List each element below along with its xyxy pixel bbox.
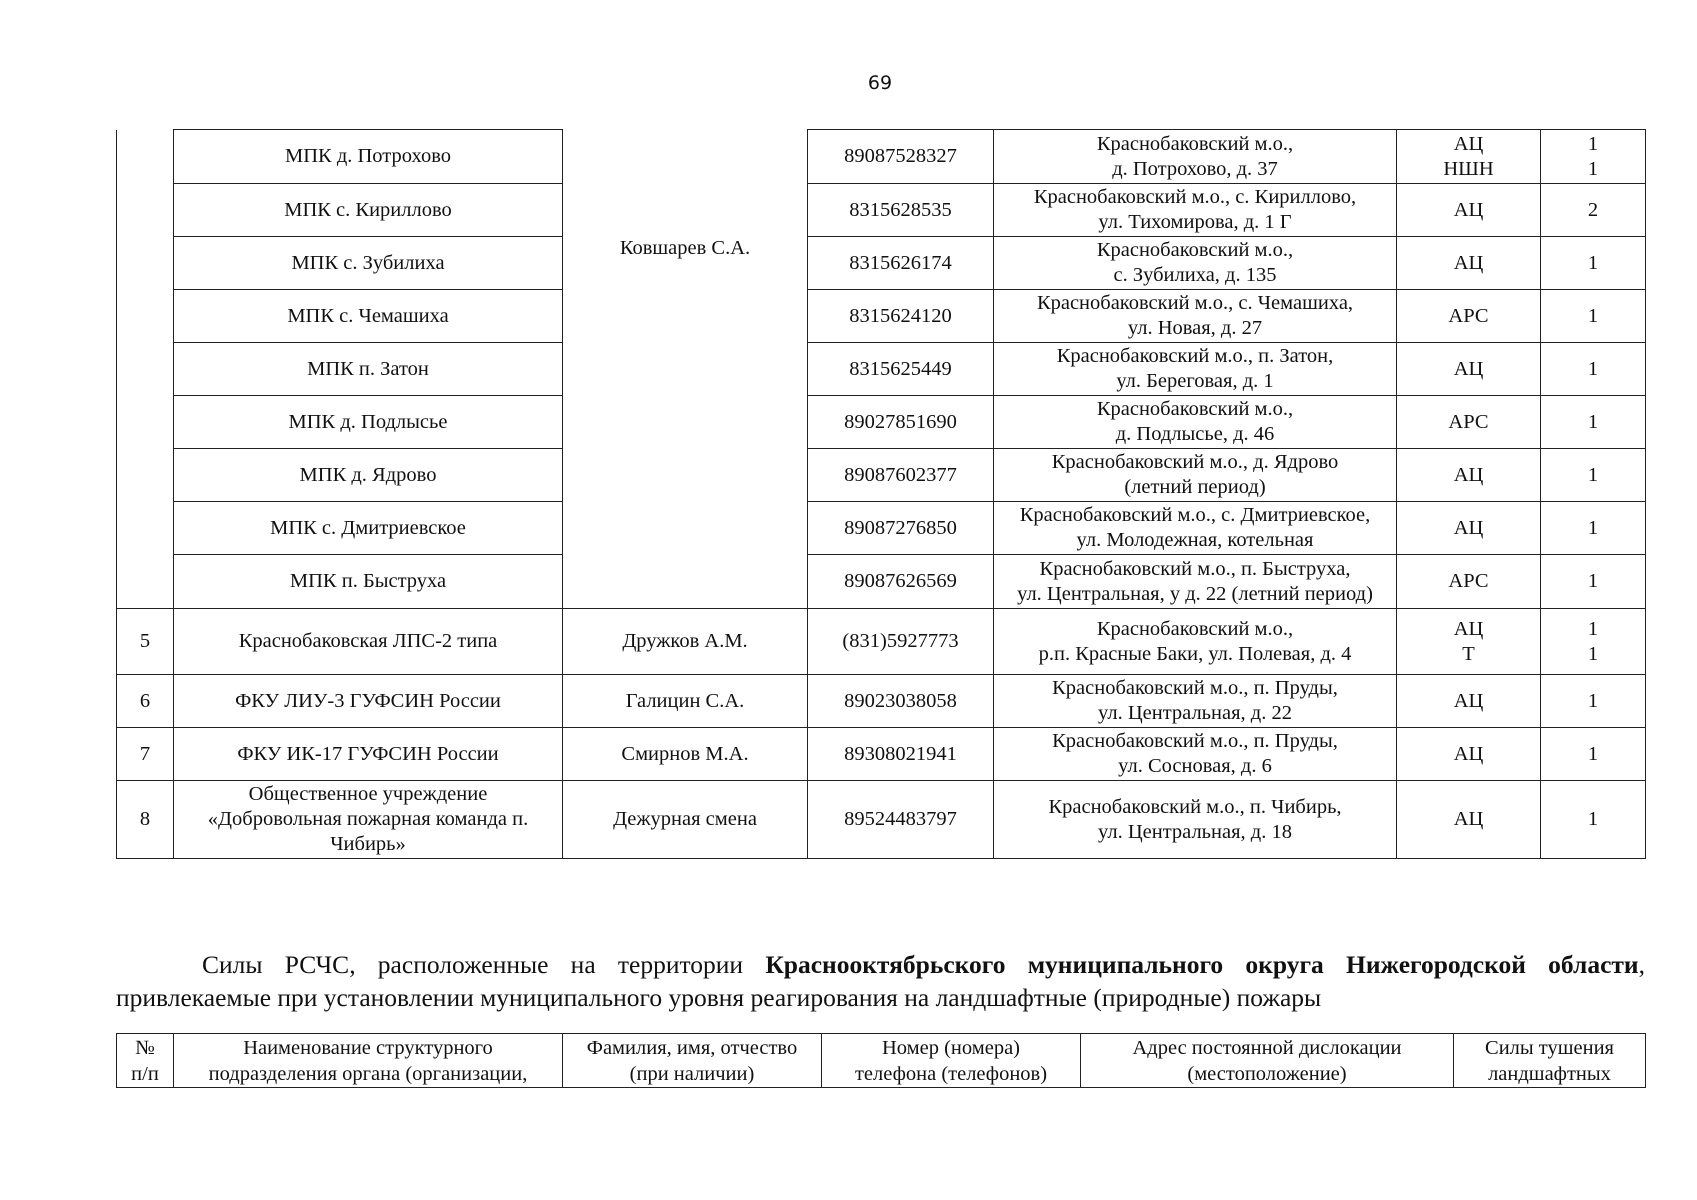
cell-line: п/п	[131, 1063, 159, 1085]
number-cell: 8	[117, 781, 174, 859]
cell-line: АЦ	[1453, 463, 1484, 486]
cell-line: ул. Тихомирова, д. 1 Г	[1098, 211, 1292, 233]
vehicle-cell	[1397, 728, 1541, 781]
table-row	[117, 184, 1646, 237]
header-cell	[174, 1034, 563, 1088]
cell-line: 1	[1587, 742, 1599, 765]
unit-name-cell: МПК с. Чемашиха	[174, 290, 563, 343]
address-cell	[994, 396, 1397, 449]
cell-line: АЦ	[1453, 357, 1484, 380]
cell-line: 1	[1587, 642, 1599, 665]
unit-name-cell: МПК п. Затон	[174, 343, 563, 396]
cell-line: 1	[1587, 132, 1599, 155]
number-cell: 6	[117, 675, 174, 728]
cell-line: ул. Центральная, д. 18	[1098, 820, 1292, 843]
cell-line: Общественное учреждение	[248, 783, 488, 805]
address-cell	[994, 502, 1397, 555]
cell-line: 1	[1587, 304, 1599, 327]
table-row	[117, 555, 1646, 609]
cell-line: 2	[1587, 198, 1599, 221]
cell-line: подразделения органа (организации,	[208, 1063, 528, 1085]
responsible-cell: Дружков А.М.	[563, 609, 808, 675]
cell-line: 1	[1587, 570, 1599, 592]
responsible-cell: Смирнов М.А.	[563, 728, 808, 781]
phone-cell: 89524483797	[808, 781, 994, 859]
cell-line: 1	[1587, 157, 1599, 180]
table-row	[117, 343, 1646, 396]
count-cell	[1541, 728, 1646, 781]
vehicle-cell	[1397, 502, 1541, 555]
forces-table	[116, 129, 1646, 859]
cell-line: (летний период)	[1124, 476, 1266, 498]
section-heading	[116, 948, 1645, 1014]
responsible-cell: Галицин С.А.	[563, 675, 808, 728]
cell-line: ФКУ ИК-17 ГУФСИН России	[237, 742, 499, 765]
cell-line: Краснобаковский м.о.,	[1096, 617, 1294, 640]
number-cell	[117, 130, 174, 609]
unit-name-cell: МПК с. Зубилиха	[174, 237, 563, 290]
count-cell	[1541, 555, 1646, 609]
cell-line: Краснобаковский м.о., с. Дмитриевское,	[1019, 504, 1371, 526]
phone-cell: 89087602377	[808, 449, 994, 502]
cell-line: (местоположение)	[1187, 1063, 1347, 1085]
cell-line: д. Потрохово, д. 37	[1112, 157, 1278, 180]
vehicle-cell	[1397, 555, 1541, 609]
cell-line: АЦ	[1453, 516, 1484, 539]
phone-cell: 8315624120	[808, 290, 994, 343]
unit-name-cell	[174, 675, 563, 728]
cell-line: ФКУ ЛИУ-3 ГУФСИН России	[235, 689, 501, 712]
cell-line: АРС	[1448, 304, 1489, 327]
cell-line: 1	[1587, 410, 1599, 433]
cell-line: 1	[1587, 808, 1599, 830]
header-cell	[822, 1034, 1081, 1088]
count-cell	[1541, 609, 1646, 675]
unit-name-cell: МПК д. Ядрово	[174, 449, 563, 502]
cell-line: АЦ	[1453, 689, 1484, 712]
table-row	[117, 130, 1646, 184]
cell-line: Краснобаковский м.о., д. Ядрово	[1051, 451, 1339, 473]
table-row	[117, 609, 1646, 675]
phone-cell: 89308021941	[808, 728, 994, 781]
vehicle-cell	[1397, 184, 1541, 237]
cell-line: 1	[1587, 251, 1599, 274]
table-row	[117, 449, 1646, 502]
header-cell	[563, 1034, 822, 1088]
responsible-cell: Ковшарев С.А.	[563, 130, 808, 609]
vehicle-cell	[1397, 396, 1541, 449]
cell-line: Краснобаковский м.о., п. Пруды,	[1052, 730, 1338, 752]
section-heading-bold: Краснооктябрьского муниципального округа Нижегородской области	[765, 950, 1639, 979]
cell-line: Краснобаковский м.о.,	[1096, 398, 1294, 420]
count-cell	[1541, 237, 1646, 290]
vehicle-cell	[1397, 609, 1541, 675]
unit-name-cell: МПК с. Кириллово	[174, 184, 563, 237]
address-cell	[994, 675, 1397, 728]
table-row	[117, 675, 1646, 728]
address-cell	[994, 290, 1397, 343]
count-cell	[1541, 290, 1646, 343]
address-cell	[994, 728, 1397, 781]
cell-line: Номер (номера)	[881, 1037, 1020, 1059]
cell-line: Краснобаковский м.о., п. Чибирь,	[1048, 795, 1342, 818]
cell-line: Краснобаковский м.о., п. Быструха,	[1039, 557, 1351, 580]
unit-name-cell	[174, 728, 563, 781]
count-cell	[1541, 449, 1646, 502]
next-table-header	[116, 1033, 1646, 1088]
header-cell	[1454, 1034, 1646, 1088]
page-number: 69	[867, 72, 893, 94]
unit-name-cell	[174, 781, 563, 859]
count-cell	[1541, 396, 1646, 449]
count-cell	[1541, 184, 1646, 237]
phone-cell: 89087626569	[808, 555, 994, 609]
phone-cell: (831)5927773	[808, 609, 994, 675]
cell-line: Т	[1462, 642, 1475, 665]
vehicle-cell	[1397, 675, 1541, 728]
cell-line: АЦ	[1453, 808, 1484, 830]
vehicle-cell	[1397, 781, 1541, 859]
cell-line: Фамилия, имя, отчество	[586, 1037, 798, 1059]
number-cell: 7	[117, 728, 174, 781]
cell-line: АРС	[1448, 570, 1489, 592]
phone-cell: 8315628535	[808, 184, 994, 237]
address-cell	[994, 449, 1397, 502]
cell-line: Адрес постоянной дислокации	[1132, 1037, 1402, 1059]
cell-line: АРС	[1448, 410, 1489, 433]
cell-line: 1	[1587, 357, 1599, 380]
address-cell	[994, 237, 1397, 290]
unit-name-cell: МПК д. Потрохово	[174, 130, 563, 184]
table-row	[117, 781, 1646, 859]
address-cell	[994, 343, 1397, 396]
unit-name-cell: МПК п. Быструха	[174, 555, 563, 609]
address-cell	[994, 130, 1397, 184]
phone-cell: 89027851690	[808, 396, 994, 449]
vehicle-cell	[1397, 130, 1541, 184]
cell-line: д. Подлысье, д. 46	[1115, 423, 1275, 445]
cell-line: 1	[1587, 516, 1599, 539]
vehicle-cell	[1397, 343, 1541, 396]
cell-line: АЦ	[1453, 198, 1484, 221]
unit-name-cell: МПК д. Подлысье	[174, 396, 563, 449]
next-table-header-row	[117, 1034, 1646, 1088]
cell-line: №	[135, 1037, 155, 1059]
header-cell	[117, 1034, 174, 1088]
cell-line: Чибирь»	[330, 833, 406, 855]
cell-line: ул. Новая, д. 27	[1127, 317, 1263, 339]
cell-line: АЦ	[1453, 132, 1484, 155]
table-row	[117, 396, 1646, 449]
phone-cell: 89087528327	[808, 130, 994, 184]
cell-line: Краснобаковский м.о.,	[1096, 239, 1294, 261]
address-cell	[994, 609, 1397, 675]
cell-line: с. Зубилиха, д. 135	[1113, 264, 1277, 286]
header-cell	[1081, 1034, 1454, 1088]
cell-line: (при наличии)	[629, 1063, 755, 1085]
cell-line: АЦ	[1453, 742, 1484, 765]
address-cell	[994, 184, 1397, 237]
unit-name-cell: МПК с. Дмитриевское	[174, 502, 563, 555]
phone-cell: 8315625449	[808, 343, 994, 396]
cell-line: ландшафтных	[1488, 1063, 1611, 1085]
cell-line: р.п. Красные Баки, ул. Полевая, д. 4	[1038, 642, 1352, 665]
cell-line: Наименование структурного	[243, 1037, 493, 1059]
cell-line: ул. Береговая, д. 1	[1116, 370, 1274, 392]
cell-line: 1	[1587, 689, 1599, 712]
cell-line: ул. Центральная, у д. 22 (летний период)	[1017, 582, 1373, 605]
cell-line: Краснобаковский м.о., п. Пруды,	[1052, 677, 1338, 699]
cell-line: 1	[1587, 617, 1599, 640]
section-heading-text-end: , привлекаемые при установлении муниципального уровня реагирования на ландшафтные (природные) пожары	[116, 950, 1645, 1012]
responsible-cell: Дежурная смена	[563, 781, 808, 859]
cell-line: Краснобаковский м.о., с. Кириллово,	[1033, 186, 1357, 208]
cell-line: Силы тушения	[1485, 1037, 1614, 1059]
cell-line: Краснобаковский м.о., с. Чемашиха,	[1036, 292, 1354, 314]
count-cell	[1541, 781, 1646, 859]
count-cell	[1541, 130, 1646, 184]
vehicle-cell	[1397, 290, 1541, 343]
cell-line: ул. Центральная, д. 22	[1098, 702, 1292, 724]
phone-cell: 8315626174	[808, 237, 994, 290]
count-cell	[1541, 502, 1646, 555]
address-cell	[994, 781, 1397, 859]
cell-line: 1	[1587, 463, 1599, 486]
number-cell: 5	[117, 609, 174, 675]
vehicle-cell	[1397, 237, 1541, 290]
vehicle-cell	[1397, 449, 1541, 502]
count-cell	[1541, 675, 1646, 728]
cell-line: Краснобаковский м.о.,	[1096, 132, 1294, 155]
cell-line: ул. Молодежная, котельная	[1076, 529, 1314, 551]
cell-line: Краснобаковский м.о., п. Затон,	[1056, 345, 1334, 367]
cell-line: АЦ	[1453, 617, 1484, 640]
phone-cell: 89087276850	[808, 502, 994, 555]
phone-cell: 89023038058	[808, 675, 994, 728]
cell-line: НШН	[1443, 157, 1494, 180]
address-cell	[994, 555, 1397, 609]
table-row	[117, 502, 1646, 555]
cell-line: ул. Сосновая, д. 6	[1118, 755, 1272, 777]
table-row	[117, 728, 1646, 781]
forces-table-body	[117, 130, 1646, 859]
unit-name-cell	[174, 609, 563, 675]
cell-line: Краснобаковская ЛПС-2 типа	[238, 630, 498, 652]
count-cell	[1541, 343, 1646, 396]
cell-line: телефона (телефонов)	[854, 1063, 1048, 1085]
table-row	[117, 290, 1646, 343]
cell-line: АЦ	[1453, 251, 1484, 274]
section-heading-text: Силы РСЧС, расположенные на территории	[202, 950, 766, 979]
cell-line: «Добровольная пожарная команда п.	[207, 808, 529, 830]
table-row	[117, 237, 1646, 290]
